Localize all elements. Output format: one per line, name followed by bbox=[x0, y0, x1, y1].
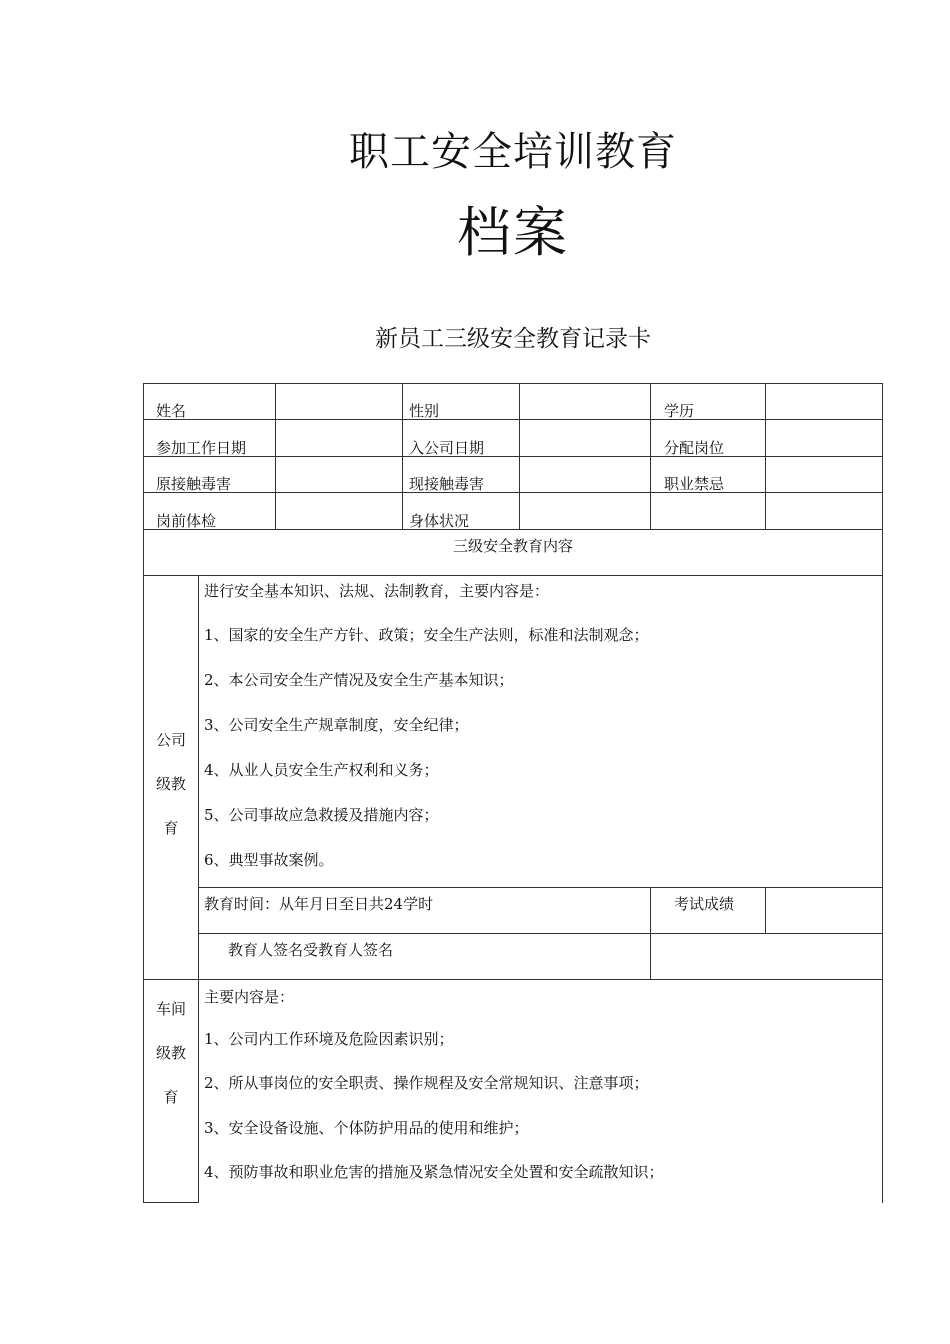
label-health-status: 身体状况 bbox=[409, 512, 470, 530]
label-work-start-date: 参加工作日期 bbox=[156, 439, 247, 457]
table-col-divider bbox=[650, 887, 651, 979]
record-card-title: 新员工三级安全教育记录卡 bbox=[375, 326, 651, 352]
table-col-divider bbox=[765, 383, 766, 529]
table-row-divider bbox=[143, 575, 883, 576]
table-row-divider bbox=[143, 419, 883, 420]
company-item: 2、本公司安全生产情况及安全生产基本知识； bbox=[204, 671, 514, 689]
company-level-label bbox=[143, 729, 199, 861]
table-row-divider bbox=[143, 456, 883, 457]
table-row-divider bbox=[198, 933, 883, 934]
section-header: 三级安全教育内容 bbox=[452, 537, 573, 555]
company-label-line: 级教 bbox=[155, 775, 186, 793]
label-curr-hazard: 现接触毒害 bbox=[409, 475, 485, 493]
table-col-divider bbox=[519, 383, 520, 529]
label-education: 学历 bbox=[664, 402, 695, 420]
table-border-top bbox=[143, 383, 883, 384]
exam-score-label: 考试成绩 bbox=[674, 895, 735, 913]
workshop-label-line: 育 bbox=[163, 1088, 179, 1106]
company-item: 4、从业人员安全生产权利和义务； bbox=[204, 761, 439, 779]
company-item-intro: 进行安全基本知识、法规、法制教育，主要内容是： bbox=[204, 582, 550, 600]
table-col-divider bbox=[275, 383, 276, 529]
table-col-divider bbox=[765, 887, 766, 933]
workshop-item: 2、所从事岗位的安全职责、操作规程及安全常规知识、注意事项； bbox=[204, 1074, 649, 1092]
table-col-divider bbox=[402, 383, 403, 529]
workshop-item: 3、安全设备设施、个体防护用品的使用和维护； bbox=[204, 1119, 529, 1137]
education-time-label: 教育时间：从年月日至日共 bbox=[204, 895, 385, 913]
education-time bbox=[204, 894, 433, 914]
document-title: 职工安全培训教育 bbox=[349, 129, 677, 175]
label-name: 姓名 bbox=[156, 402, 187, 420]
table-row-divider bbox=[143, 492, 883, 493]
label-assigned-post: 分配岗位 bbox=[664, 439, 725, 457]
label-gender: 性别 bbox=[409, 402, 440, 420]
table-col-divider bbox=[650, 383, 651, 529]
label-prev-hazard: 原接触毒害 bbox=[156, 475, 232, 493]
company-item: 3、公司安全生产规章制度，安全纪律； bbox=[204, 716, 469, 734]
workshop-level-label bbox=[143, 998, 199, 1130]
label-join-date: 入公司日期 bbox=[409, 439, 485, 457]
company-label-line: 育 bbox=[163, 819, 179, 837]
signature-label: 教育人签名受教育人签名 bbox=[228, 941, 394, 959]
workshop-label-line: 车间 bbox=[155, 1000, 186, 1018]
table-border-right bbox=[882, 383, 883, 1203]
education-hours-value: 24 bbox=[384, 895, 404, 913]
workshop-item: 4、预防事故和职业危害的措施及紧急情况安全处置和安全疏散知识； bbox=[204, 1163, 664, 1181]
company-item: 5、公司事故应急救援及措施内容； bbox=[204, 806, 439, 824]
company-item: 6、典型事故案例。 bbox=[204, 851, 334, 869]
label-occupational-taboo: 职业禁忌 bbox=[664, 475, 725, 493]
table-row-divider bbox=[198, 887, 883, 888]
document-title-archive: 档案 bbox=[457, 201, 569, 264]
workshop-item-intro: 主要内容是： bbox=[204, 988, 295, 1006]
company-label-line: 公司 bbox=[155, 731, 186, 749]
table-border-bottom bbox=[143, 1202, 199, 1203]
table-row-divider bbox=[143, 979, 883, 980]
table-row-divider bbox=[143, 529, 883, 530]
workshop-label-line: 级教 bbox=[155, 1044, 186, 1062]
company-item: 1、国家的安全生产方针、政策；安全生产法则，标准和法制观念； bbox=[204, 626, 649, 644]
workshop-item: 1、公司内工作环境及危险因素识别； bbox=[204, 1030, 454, 1048]
label-pre-job-exam: 岗前体检 bbox=[156, 512, 217, 530]
education-hours-unit: 学时 bbox=[403, 895, 434, 913]
